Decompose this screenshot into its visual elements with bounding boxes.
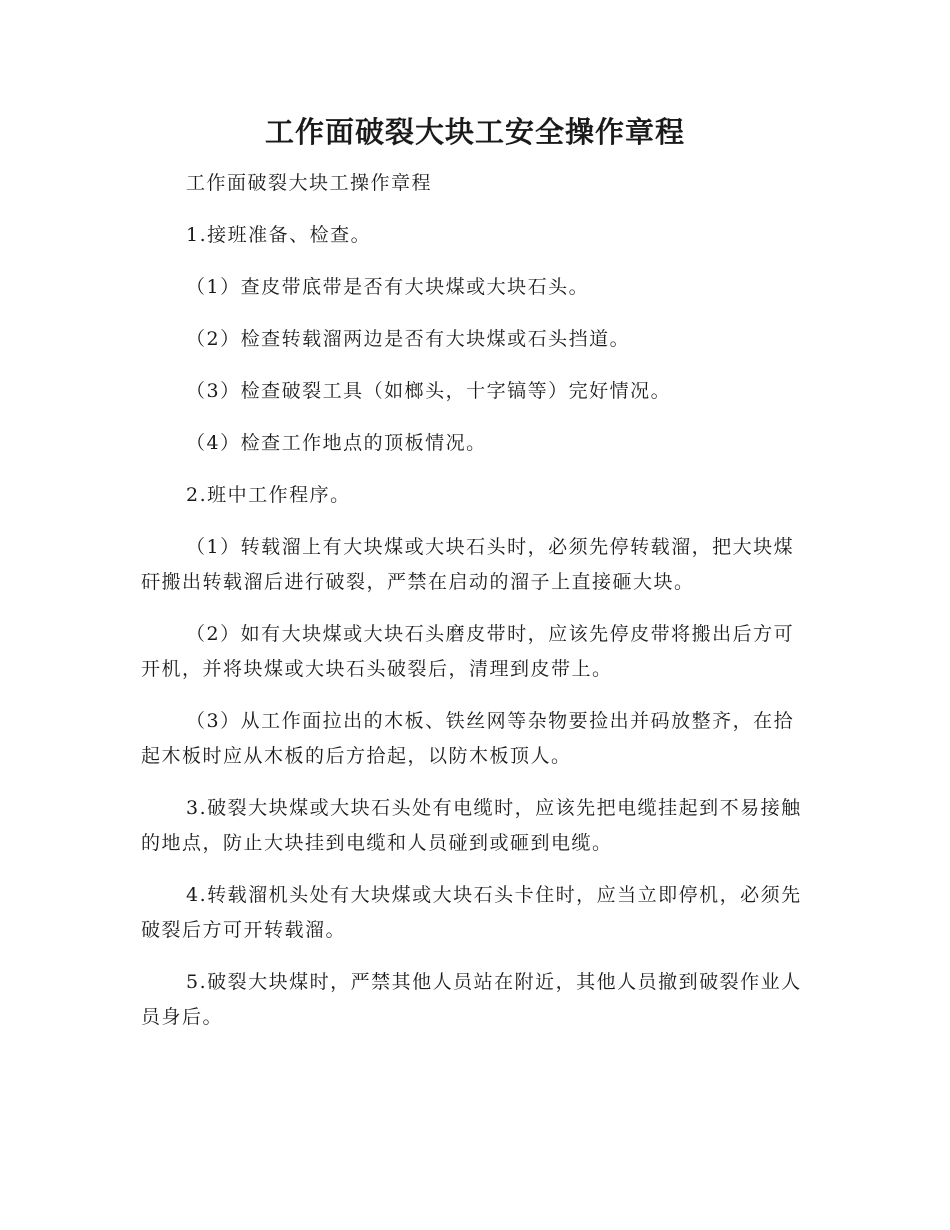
section-heading-2: 2.班中工作程序。 xyxy=(186,484,351,506)
section-paragraph-3: 3.破裂大块煤或大块石头处有电缆时，应该先把电缆挂起到不易接触的地点，防止大块挂到电缆和人员碰到或砸到电缆。 xyxy=(141,797,802,854)
check-item-3: （3）检查破裂工具（如榔头，十字镐等）完好情况。 xyxy=(186,380,672,402)
procedure-item-3: （3）从工作面拉出的木板、铁丝网等杂物要捡出并码放整齐，在拾起木板时应从木板的后方拾起，以防木板顶人。 xyxy=(141,710,795,767)
section-paragraph-5: 5.破裂大块煤时，严禁其他人员站在附近，其他人员撤到破裂作业人员身后。 xyxy=(141,971,802,1028)
procedure-item-1: （1）转载溜上有大块煤或大块石头时，必须先停转载溜，把大块煤矸搬出转载溜后进行破裂，严禁在启动的溜子上直接砸大块。 xyxy=(141,536,795,593)
subtitle-paragraph: 工作面破裂大块工操作章程 xyxy=(186,172,433,194)
document-body xyxy=(141,166,805,1052)
section-heading-1: 1.接班准备、检查。 xyxy=(186,224,372,246)
procedure-item-2: （2）如有大块煤或大块石头磨皮带时，应该先停皮带将搬出后方可开机，并将块煤或大块石头破裂后，清理到皮带上。 xyxy=(141,623,795,680)
document-title: 工作面破裂大块工安全操作章程 xyxy=(264,115,685,149)
check-item-2: （2）检查转载溜两边是否有大块煤或石头挡道。 xyxy=(186,328,631,350)
check-item-1: （1）查皮带底带是否有大块煤或大块石头。 xyxy=(186,276,590,298)
check-item-4: （4）检查工作地点的顶板情况。 xyxy=(186,432,487,454)
section-paragraph-4: 4.转载溜机头处有大块煤或大块石头卡住时，应当立即停机，必须先破裂后方可开转载溜。 xyxy=(141,884,802,941)
